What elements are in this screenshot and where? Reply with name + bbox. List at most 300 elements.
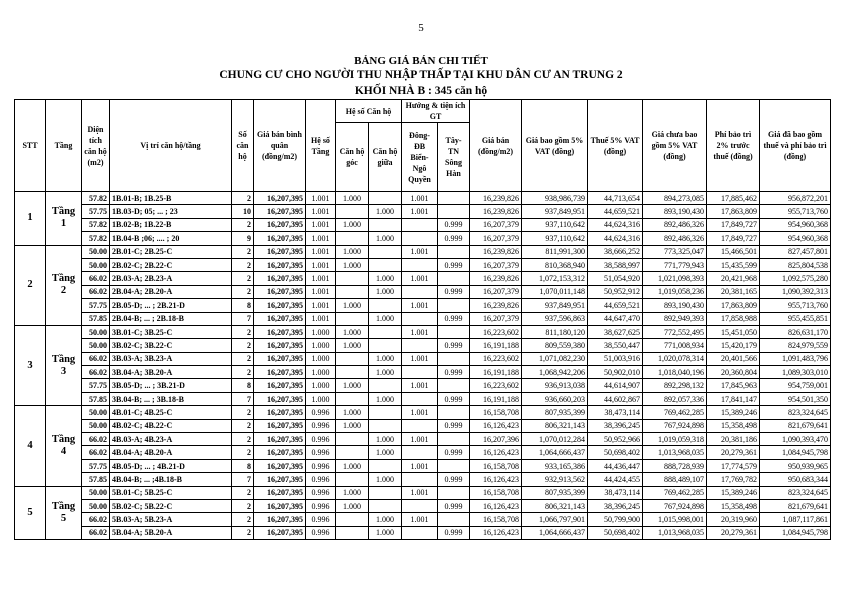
position-cell: 5B.02-C; 5B.22-C (110, 499, 232, 512)
table-body (15, 192, 831, 540)
price-incl-vat-cell: 809,559,380 (522, 339, 588, 352)
middle-coef-cell: 1.000 (369, 473, 402, 486)
corner-coef-cell (336, 513, 369, 526)
table-row (15, 379, 831, 392)
corner-coef-cell (336, 392, 369, 405)
price-incl-vat-cell: 936,913,038 (522, 379, 588, 392)
vat-cell: 50,902,010 (588, 366, 643, 379)
price-cell: 16,207,379 (470, 312, 522, 325)
price-cell: 16,207,379 (470, 232, 522, 245)
west-coef-cell (438, 299, 470, 312)
table-row (15, 285, 831, 298)
vat-cell: 44,424,455 (588, 473, 643, 486)
area-cell: 50.00 (82, 499, 110, 512)
table-row (15, 192, 831, 205)
stt-cell: 5 (15, 486, 46, 540)
corner-coef-cell (336, 272, 369, 285)
unit-count-cell: 2 (232, 218, 254, 231)
corner-coef-cell (336, 473, 369, 486)
vat-cell: 50,698,402 (588, 526, 643, 539)
avg-price-cell: 16,207,395 (254, 473, 306, 486)
middle-coef-cell: 1.000 (369, 232, 402, 245)
header-east-northeast: Đông-ĐB Biển-Ngô Quyền (402, 123, 438, 192)
total-cell: 1,084,945,798 (760, 446, 831, 459)
corner-coef-cell: 1.000 (336, 486, 369, 499)
vat-cell: 38,627,625 (588, 325, 643, 338)
price-incl-vat-cell: 1,070,012,284 (522, 433, 588, 446)
price-excl-vat-cell: 767,924,898 (643, 419, 707, 432)
position-cell: 4B.04-B; ... ;4B.18-B (110, 473, 232, 486)
price-cell: 16,207,379 (470, 258, 522, 271)
table-row (15, 499, 831, 512)
avg-price-cell: 16,207,395 (254, 406, 306, 419)
maintenance-fee-cell: 17,774,579 (707, 459, 760, 472)
price-incl-vat-cell: 937,596,863 (522, 312, 588, 325)
corner-coef-cell: 1.000 (336, 379, 369, 392)
area-cell: 57.85 (82, 473, 110, 486)
floor-coef-cell: 1.001 (306, 258, 336, 271)
maintenance-fee-cell: 15,358,498 (707, 419, 760, 432)
west-coef-cell: 0.999 (438, 339, 470, 352)
corner-coef-cell: 1.000 (336, 245, 369, 258)
corner-coef-cell: 1.000 (336, 459, 369, 472)
price-incl-vat-cell: 1,072,153,312 (522, 272, 588, 285)
total-cell: 954,501,350 (760, 392, 831, 405)
price-excl-vat-cell: 1,021,098,393 (643, 272, 707, 285)
floor-coef-cell: 1.000 (306, 339, 336, 352)
west-coef-cell: 0.999 (438, 526, 470, 539)
price-cell: 16,239,826 (470, 272, 522, 285)
east-coef-cell: 1.001 (402, 192, 438, 205)
unit-count-cell: 7 (232, 392, 254, 405)
corner-coef-cell: 1.000 (336, 339, 369, 352)
floor-cell: Tầng 5 (46, 486, 82, 540)
east-coef-cell: 1.001 (402, 245, 438, 258)
price-cell: 16,126,423 (470, 526, 522, 539)
total-cell: 825,804,538 (760, 258, 831, 271)
floor-coef-cell: 1.001 (306, 245, 336, 258)
floor-coef-cell: 0.996 (306, 419, 336, 432)
middle-coef-cell (369, 379, 402, 392)
avg-price-cell: 16,207,395 (254, 526, 306, 539)
table-row (15, 526, 831, 539)
vat-cell: 50,952,966 (588, 433, 643, 446)
price-excl-vat-cell: 893,190,430 (643, 299, 707, 312)
east-coef-cell: 1.001 (402, 299, 438, 312)
middle-coef-cell (369, 218, 402, 231)
middle-coef-cell (369, 499, 402, 512)
floor-coef-cell: 1.001 (306, 205, 336, 218)
vat-cell: 44,624,316 (588, 218, 643, 231)
table-row (15, 245, 831, 258)
position-cell: 3B.04-A; 3B.20-A (110, 366, 232, 379)
east-coef-cell: 1.001 (402, 486, 438, 499)
unit-count-cell: 8 (232, 379, 254, 392)
block-title: KHỐI NHÀ B : 345 căn hộ (354, 85, 488, 97)
vat-cell: 38,396,245 (588, 419, 643, 432)
middle-coef-cell (369, 339, 402, 352)
east-coef-cell (402, 232, 438, 245)
price-excl-vat-cell: 769,462,285 (643, 406, 707, 419)
corner-coef-cell: 1.000 (336, 218, 369, 231)
avg-price-cell: 16,207,395 (254, 459, 306, 472)
middle-coef-cell (369, 419, 402, 432)
corner-coef-cell (336, 285, 369, 298)
table-row (15, 459, 831, 472)
west-coef-cell: 0.999 (438, 499, 470, 512)
area-cell: 66.02 (82, 272, 110, 285)
price-cell: 16,239,826 (470, 205, 522, 218)
avg-price-cell: 16,207,395 (254, 285, 306, 298)
position-cell: 3B.05-D; ... ; 3B.21-D (110, 379, 232, 392)
middle-coef-cell: 1.000 (369, 285, 402, 298)
middle-coef-cell: 1.000 (369, 446, 402, 459)
avg-price-cell: 16,207,395 (254, 232, 306, 245)
page-subtitle: CHUNG CƯ CHO NGƯỜI THU NHẬP THẤP TẠI KHU DÂN CƯ AN TRUNG 2 (219, 69, 623, 81)
table-row (15, 272, 831, 285)
unit-count-cell: 2 (232, 406, 254, 419)
west-coef-cell: 0.999 (438, 446, 470, 459)
price-cell: 16,223,602 (470, 325, 522, 338)
price-incl-vat-cell: 806,321,143 (522, 419, 588, 432)
middle-coef-cell: 1.000 (369, 526, 402, 539)
floor-cell: Tầng 2 (46, 245, 82, 325)
position-cell: 3B.03-A; 3B.23-A (110, 352, 232, 365)
area-cell: 57.82 (82, 192, 110, 205)
area-cell: 50.00 (82, 245, 110, 258)
west-coef-cell (438, 459, 470, 472)
header-unit-count: Số căn hộ (232, 100, 254, 192)
corner-coef-cell (336, 232, 369, 245)
unit-count-cell: 8 (232, 299, 254, 312)
header-maintenance-fee: Phí bảo trì 2% trước thuế (đồng) (707, 100, 760, 192)
stt-cell: 1 (15, 192, 46, 246)
total-cell: 827,457,801 (760, 245, 831, 258)
header-unit-coef: Hệ số Căn hộ (336, 100, 402, 123)
price-cell: 16,126,423 (470, 473, 522, 486)
east-coef-cell (402, 218, 438, 231)
table-row (15, 299, 831, 312)
price-excl-vat-cell: 772,552,495 (643, 325, 707, 338)
total-cell: 823,324,645 (760, 406, 831, 419)
vat-cell: 44,647,470 (588, 312, 643, 325)
west-coef-cell (438, 325, 470, 338)
west-coef-cell (438, 192, 470, 205)
avg-price-cell: 16,207,395 (254, 379, 306, 392)
avg-price-cell: 16,207,395 (254, 218, 306, 231)
area-cell: 66.02 (82, 285, 110, 298)
unit-count-cell: 2 (232, 272, 254, 285)
price-excl-vat-cell: 771,008,934 (643, 339, 707, 352)
total-cell: 1,084,945,798 (760, 526, 831, 539)
maintenance-fee-cell: 20,421,968 (707, 272, 760, 285)
stt-cell: 2 (15, 245, 46, 325)
price-cell: 16,158,708 (470, 406, 522, 419)
area-cell: 57.85 (82, 392, 110, 405)
unit-count-cell: 9 (232, 232, 254, 245)
middle-coef-cell (369, 325, 402, 338)
header-price: Giá bán (đồng/m2) (470, 100, 522, 192)
area-cell: 57.75 (82, 459, 110, 472)
vat-cell: 51,003,916 (588, 352, 643, 365)
total-cell: 1,090,393,470 (760, 433, 831, 446)
vat-cell: 44,436,447 (588, 459, 643, 472)
west-coef-cell: 0.999 (438, 392, 470, 405)
floor-coef-cell: 1.001 (306, 192, 336, 205)
price-incl-vat-cell: 810,368,940 (522, 258, 588, 271)
table-row (15, 352, 831, 365)
price-excl-vat-cell: 1,019,059,318 (643, 433, 707, 446)
maintenance-fee-cell: 15,435,599 (707, 258, 760, 271)
price-incl-vat-cell: 937,849,951 (522, 205, 588, 218)
east-coef-cell (402, 499, 438, 512)
floor-coef-cell: 1.000 (306, 379, 336, 392)
corner-coef-cell (336, 433, 369, 446)
maintenance-fee-cell: 15,451,050 (707, 325, 760, 338)
maintenance-fee-cell: 15,358,498 (707, 499, 760, 512)
maintenance-fee-cell: 20,401,566 (707, 352, 760, 365)
total-cell: 954,960,368 (760, 232, 831, 245)
area-cell: 50.00 (82, 486, 110, 499)
floor-coef-cell: 1.001 (306, 232, 336, 245)
price-cell: 16,191,188 (470, 339, 522, 352)
west-coef-cell: 0.999 (438, 312, 470, 325)
unit-count-cell: 8 (232, 459, 254, 472)
west-coef-cell: 0.999 (438, 366, 470, 379)
price-excl-vat-cell: 1,013,968,035 (643, 446, 707, 459)
price-excl-vat-cell: 767,924,898 (643, 499, 707, 512)
unit-count-cell: 2 (232, 325, 254, 338)
west-coef-cell (438, 379, 470, 392)
position-cell: 2B.03-A; 2B.23-A (110, 272, 232, 285)
vat-cell: 50,698,402 (588, 446, 643, 459)
position-cell: 3B.04-B; ... ; 3B.18-B (110, 392, 232, 405)
price-excl-vat-cell: 1,020,078,314 (643, 352, 707, 365)
corner-coef-cell: 1.000 (336, 258, 369, 271)
price-table (14, 99, 831, 540)
price-excl-vat-cell: 893,190,430 (643, 205, 707, 218)
area-cell: 50.00 (82, 406, 110, 419)
west-coef-cell (438, 406, 470, 419)
unit-count-cell: 2 (232, 258, 254, 271)
table-row (15, 406, 831, 419)
floor-coef-cell: 1.000 (306, 366, 336, 379)
price-cell: 16,158,708 (470, 459, 522, 472)
table-row (15, 232, 831, 245)
area-cell: 57.75 (82, 299, 110, 312)
header-direction: Hướng & tiện ích GT (402, 100, 470, 123)
middle-coef-cell (369, 486, 402, 499)
middle-coef-cell (369, 406, 402, 419)
unit-count-cell: 2 (232, 339, 254, 352)
position-cell: 5B.01-C; 5B.25-C (110, 486, 232, 499)
west-coef-cell: 0.999 (438, 232, 470, 245)
area-cell: 50.00 (82, 419, 110, 432)
header-position: Vị trí căn hộ/tầng (110, 100, 232, 192)
price-cell: 16,191,188 (470, 366, 522, 379)
position-cell: 2B.05-D; ... ; 2B.21-D (110, 299, 232, 312)
unit-count-cell: 2 (232, 285, 254, 298)
price-incl-vat-cell: 1,066,797,901 (522, 513, 588, 526)
unit-count-cell: 7 (232, 312, 254, 325)
avg-price-cell: 16,207,395 (254, 419, 306, 432)
west-coef-cell (438, 513, 470, 526)
middle-coef-cell (369, 459, 402, 472)
maintenance-fee-cell: 15,389,246 (707, 486, 760, 499)
stt-cell: 3 (15, 325, 46, 405)
floor-coef-cell: 1.000 (306, 352, 336, 365)
header-price-excl-vat: Giá chưa bao gồm 5% VAT (đồng) (643, 100, 707, 192)
floor-coef-cell: 1.001 (306, 299, 336, 312)
avg-price-cell: 16,207,395 (254, 392, 306, 405)
maintenance-fee-cell: 17,845,963 (707, 379, 760, 392)
corner-coef-cell: 1.000 (336, 299, 369, 312)
price-cell: 16,239,826 (470, 245, 522, 258)
corner-coef-cell (336, 352, 369, 365)
unit-count-cell: 2 (232, 526, 254, 539)
maintenance-fee-cell: 15,389,246 (707, 406, 760, 419)
corner-coef-cell (336, 446, 369, 459)
maintenance-fee-cell: 20,381,165 (707, 285, 760, 298)
header-avg-price: Giá bán bình quân (đồng/m2) (254, 100, 306, 192)
corner-coef-cell (336, 312, 369, 325)
avg-price-cell: 16,207,395 (254, 312, 306, 325)
vat-cell: 50,799,900 (588, 513, 643, 526)
unit-count-cell: 2 (232, 419, 254, 432)
corner-coef-cell: 1.000 (336, 406, 369, 419)
area-cell: 66.02 (82, 513, 110, 526)
table-row (15, 325, 831, 338)
header-west-southwest: Tây-TN Sông Hàn (438, 123, 470, 192)
price-excl-vat-cell: 773,325,047 (643, 245, 707, 258)
price-cell: 16,223,602 (470, 352, 522, 365)
floor-coef-cell: 0.996 (306, 433, 336, 446)
header-corner-unit: Căn hộ góc (336, 123, 369, 192)
page-title: BẢNG GIÁ BÁN CHI TIẾT (354, 55, 488, 67)
west-coef-cell (438, 486, 470, 499)
price-excl-vat-cell: 769,462,285 (643, 486, 707, 499)
price-cell: 16,239,826 (470, 299, 522, 312)
east-coef-cell (402, 339, 438, 352)
price-cell: 16,207,379 (470, 285, 522, 298)
floor-coef-cell: 0.996 (306, 526, 336, 539)
header-floor-coef: Hệ số Tầng (306, 100, 336, 192)
unit-count-cell: 2 (232, 513, 254, 526)
middle-coef-cell: 1.000 (369, 366, 402, 379)
position-cell: 1B.03-D; 05; ... ; 23 (110, 205, 232, 218)
table-row (15, 392, 831, 405)
west-coef-cell: 0.999 (438, 218, 470, 231)
maintenance-fee-cell: 17,849,727 (707, 218, 760, 231)
east-coef-cell: 1.001 (402, 272, 438, 285)
corner-coef-cell: 1.000 (336, 192, 369, 205)
position-cell: 1B.02-B; 1B.22-B (110, 218, 232, 231)
price-excl-vat-cell: 892,949,393 (643, 312, 707, 325)
price-cell: 16,223,602 (470, 379, 522, 392)
header-middle-unit: Căn hộ giữa (369, 123, 402, 192)
position-cell: 4B.01-C; 4B.25-C (110, 406, 232, 419)
total-cell: 1,089,303,010 (760, 366, 831, 379)
page-number: 5 (418, 22, 424, 34)
east-coef-cell (402, 473, 438, 486)
maintenance-fee-cell: 17,858,988 (707, 312, 760, 325)
price-excl-vat-cell: 1,018,040,196 (643, 366, 707, 379)
price-cell: 16,158,708 (470, 513, 522, 526)
price-excl-vat-cell: 1,019,058,236 (643, 285, 707, 298)
position-cell: 1B.01-B; 1B.25-B (110, 192, 232, 205)
area-cell: 50.00 (82, 325, 110, 338)
floor-cell: Tầng 3 (46, 325, 82, 405)
maintenance-fee-cell: 15,420,179 (707, 339, 760, 352)
position-cell: 2B.04-A; 2B.20-A (110, 285, 232, 298)
west-coef-cell: 0.999 (438, 473, 470, 486)
price-incl-vat-cell: 806,321,143 (522, 499, 588, 512)
area-cell: 57.85 (82, 312, 110, 325)
corner-coef-cell (336, 205, 369, 218)
position-cell: 2B.04-B; ... ; 2B.18-B (110, 312, 232, 325)
table-row (15, 218, 831, 231)
avg-price-cell: 16,207,395 (254, 433, 306, 446)
vat-cell: 38,396,245 (588, 499, 643, 512)
east-coef-cell (402, 392, 438, 405)
floor-coef-cell: 1.001 (306, 312, 336, 325)
area-cell: 57.82 (82, 232, 110, 245)
price-excl-vat-cell: 1,015,998,001 (643, 513, 707, 526)
east-coef-cell: 1.001 (402, 406, 438, 419)
price-cell: 16,126,423 (470, 446, 522, 459)
floor-coef-cell: 0.996 (306, 406, 336, 419)
position-cell: 4B.04-A; 4B.20-A (110, 446, 232, 459)
total-cell: 1,092,575,280 (760, 272, 831, 285)
floor-coef-cell: 1.001 (306, 272, 336, 285)
area-cell: 57.75 (82, 379, 110, 392)
table-header (15, 100, 831, 192)
avg-price-cell: 16,207,395 (254, 258, 306, 271)
unit-count-cell: 2 (232, 499, 254, 512)
header-floor: Tầng (46, 100, 82, 192)
east-coef-cell (402, 258, 438, 271)
total-cell: 1,090,392,313 (760, 285, 831, 298)
price-cell: 16,126,423 (470, 499, 522, 512)
east-coef-cell (402, 526, 438, 539)
vat-cell: 44,624,316 (588, 232, 643, 245)
total-cell: 955,713,760 (760, 299, 831, 312)
area-cell: 50.00 (82, 339, 110, 352)
avg-price-cell: 16,207,395 (254, 205, 306, 218)
price-cell: 16,239,826 (470, 192, 522, 205)
total-cell: 1,087,117,861 (760, 513, 831, 526)
avg-price-cell: 16,207,395 (254, 339, 306, 352)
floor-cell: Tầng 4 (46, 406, 82, 486)
price-incl-vat-cell: 1,064,666,437 (522, 446, 588, 459)
west-coef-cell: 0.999 (438, 419, 470, 432)
middle-coef-cell: 1.000 (369, 433, 402, 446)
maintenance-fee-cell: 17,841,147 (707, 392, 760, 405)
area-cell: 66.02 (82, 446, 110, 459)
east-coef-cell (402, 446, 438, 459)
table-row (15, 339, 831, 352)
floor-coef-cell: 0.996 (306, 513, 336, 526)
east-coef-cell (402, 419, 438, 432)
table-row (15, 312, 831, 325)
maintenance-fee-cell: 20,381,186 (707, 433, 760, 446)
header-total: Giá đã bao gồm thuế và phí bảo trì (đồng) (760, 100, 831, 192)
stt-cell: 4 (15, 406, 46, 486)
total-cell: 824,979,559 (760, 339, 831, 352)
floor-coef-cell: 1.000 (306, 392, 336, 405)
total-cell: 823,324,645 (760, 486, 831, 499)
price-incl-vat-cell: 1,070,011,148 (522, 285, 588, 298)
